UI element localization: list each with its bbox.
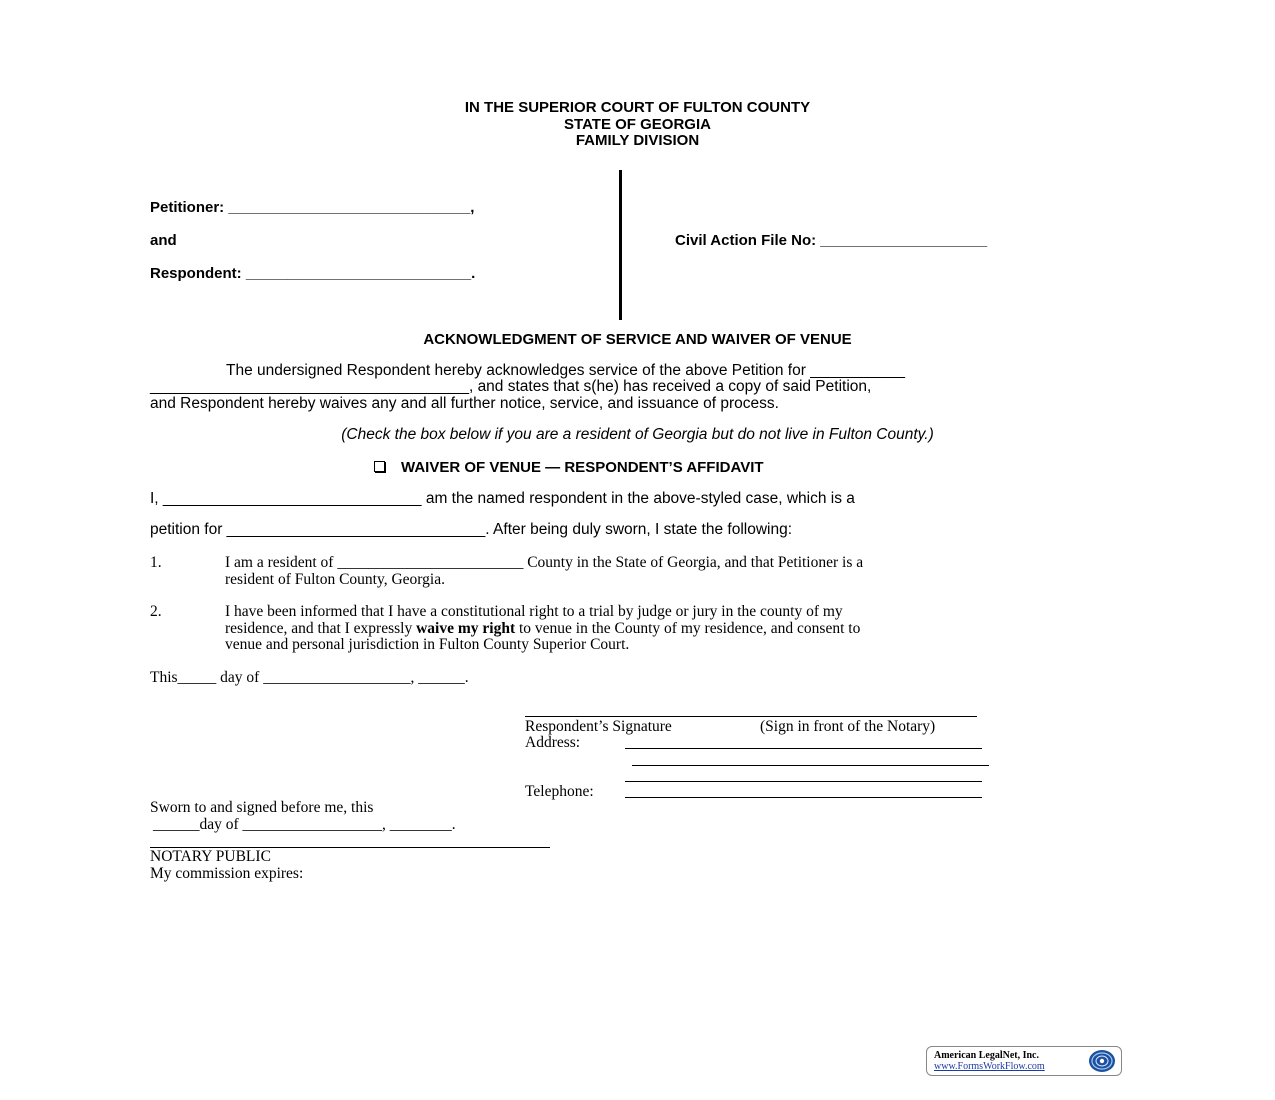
item-2-line-2-pre: residence, and that I expressly bbox=[225, 620, 417, 637]
waive-my-right: waive my right bbox=[416, 620, 516, 637]
item-1-line-1: I am a resident of ________________________ County in the State of Georgia, and that Petitioner is a bbox=[225, 554, 864, 571]
waiver-heading-row bbox=[374, 459, 764, 476]
item-2-line-1: I have been informed that I have a constitutional right to a trial by judge or jury in the county of my bbox=[225, 603, 843, 620]
court-division: FAMILY DIVISION bbox=[575, 132, 700, 149]
item-2-line-3: venue and personal jurisdiction in Fulton County Superior Court. bbox=[225, 636, 630, 653]
address-line-3[interactable] bbox=[625, 781, 982, 782]
civil-action-field[interactable]: Civil Action File No: ____________________ bbox=[675, 232, 988, 249]
court-name: IN THE SUPERIOR COURT OF FULTON COUNTY bbox=[464, 99, 811, 116]
item-2-number: 2. bbox=[150, 603, 162, 620]
caption-and: and bbox=[150, 232, 177, 249]
logo-url-link[interactable]: www.FormsWorkFlow.com bbox=[934, 1061, 1045, 1072]
caption-divider bbox=[619, 170, 622, 320]
logo-company: American LegalNet, Inc. bbox=[934, 1050, 1039, 1061]
affidavit-line-2: petition for ______________________________. After being duly sworn, I state the following: bbox=[150, 521, 793, 538]
ack-line-2: _____________________________________, and states that s(he) has received a copy of said Petition, bbox=[150, 378, 872, 395]
telephone-line[interactable] bbox=[625, 797, 982, 798]
notary-sworn: Sworn to and signed before me, this bbox=[150, 799, 374, 816]
item-2-line-2 bbox=[225, 620, 860, 637]
petitioner-field[interactable]: Petitioner: _____________________________, bbox=[150, 199, 475, 216]
signature-label: Respondent’s Signature bbox=[525, 718, 672, 735]
item-1-number: 1. bbox=[150, 554, 162, 571]
address-line-1[interactable] bbox=[625, 748, 982, 749]
signature-line[interactable] bbox=[525, 716, 977, 717]
document-title: ACKNOWLEDGMENT OF SERVICE AND WAIVER OF VENUE bbox=[423, 331, 852, 348]
waiver-checkbox[interactable] bbox=[374, 461, 385, 472]
address-line-2[interactable] bbox=[632, 765, 989, 766]
notary-day-line[interactable]: ______day of __________________, ________. bbox=[153, 816, 456, 833]
notary-title: NOTARY PUBLIC bbox=[150, 848, 271, 865]
ack-line-1: The undersigned Respondent hereby acknowledges service of the above Petition for ___________ bbox=[226, 362, 906, 379]
telephone-label: Telephone: bbox=[525, 783, 594, 800]
notary-expires: My commission expires: bbox=[150, 865, 304, 882]
globe-disc-icon bbox=[1087, 1049, 1117, 1073]
affidavit-line-1: I, ______________________________ am the named respondent in the above-styled case, which is a bbox=[150, 490, 855, 507]
date-line[interactable]: This_____ day of ___________________, ______. bbox=[150, 669, 469, 686]
item-1-line-2: resident of Fulton County, Georgia. bbox=[225, 571, 445, 588]
ack-line-3: and Respondent hereby waives any and all further notice, service, and issuance of process. bbox=[150, 395, 779, 412]
item-2-line-2-post: to venue in the County of my residence, and consent to bbox=[515, 620, 861, 637]
address-label: Address: bbox=[525, 734, 581, 751]
waiver-heading: WAIVER OF VENUE — RESPONDENT’S AFFIDAVIT bbox=[401, 459, 764, 476]
respondent-field[interactable]: Respondent: ___________________________. bbox=[150, 265, 476, 282]
check-note: (Check the box below if you are a resident of Georgia but do not live in Fulton County.) bbox=[341, 426, 934, 443]
american-legalnet-logo bbox=[926, 1046, 1122, 1076]
signature-note: (Sign in front of the Notary) bbox=[760, 718, 936, 735]
court-state: STATE OF GEORGIA bbox=[564, 116, 711, 133]
